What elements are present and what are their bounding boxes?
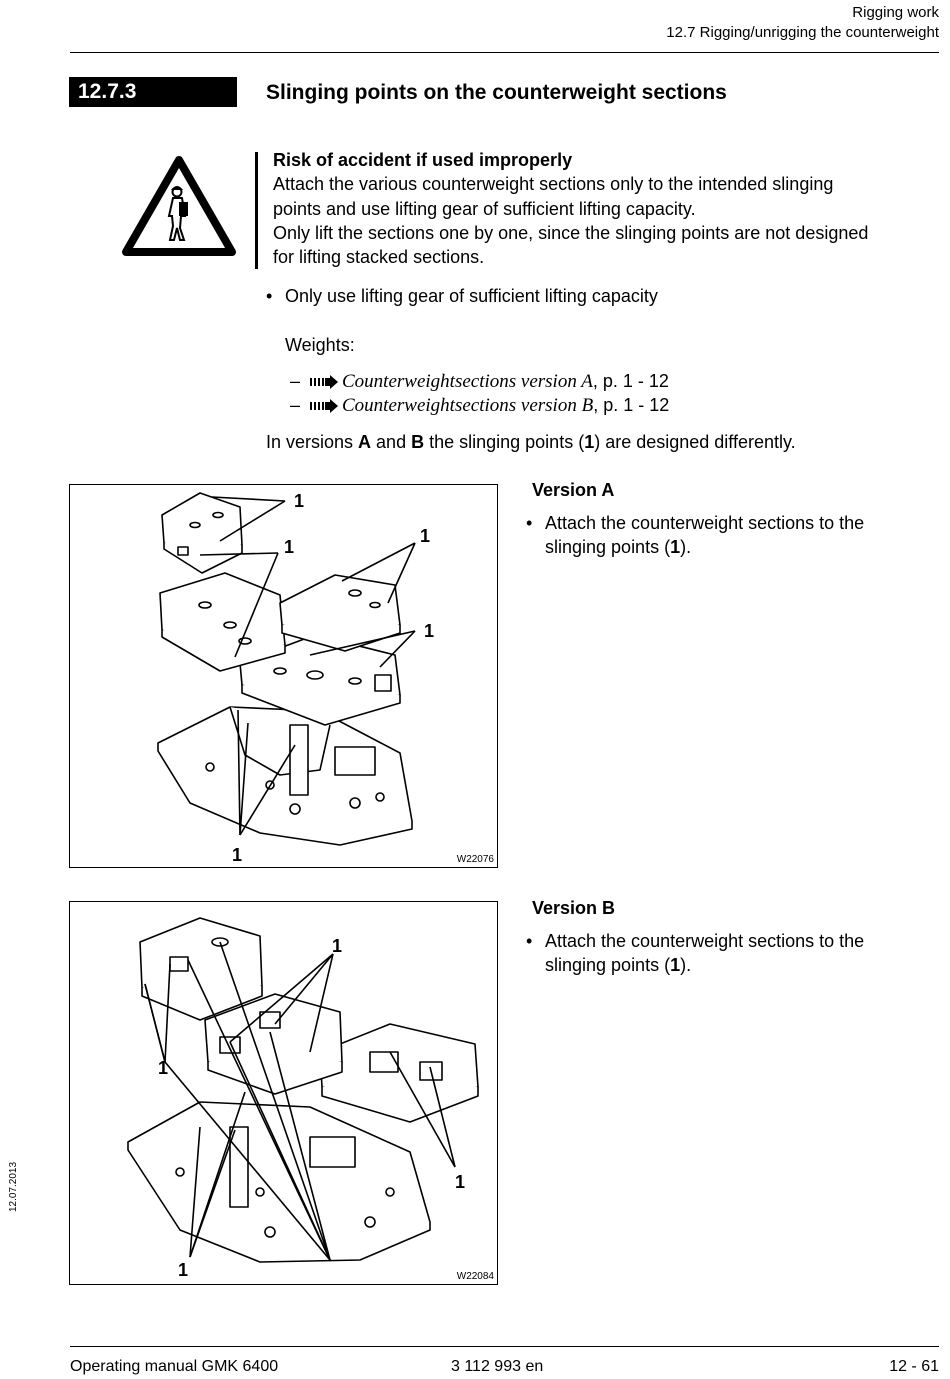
callout-label: 1 — [284, 537, 295, 557]
section-title: Slinging points on the counterweight sections — [266, 81, 727, 104]
callout-label: 1 — [178, 1260, 189, 1280]
header-section: 12.7 Rigging/unrigging the counterweight — [666, 24, 939, 41]
warning-line: Only lift the sections one by one, since the slinging points are not designed — [273, 222, 869, 243]
figure-code: W22076 — [456, 854, 494, 865]
note-version-b: B — [411, 432, 425, 452]
warning-title: Risk of accident if used improperly — [273, 150, 573, 170]
cross-reference-arrow-icon — [310, 371, 342, 395]
versions-note — [266, 430, 796, 454]
note-version-a: A — [358, 432, 372, 452]
version-a-instruction — [526, 511, 926, 560]
danger-warning-person-icon — [120, 154, 238, 258]
cross-reference-arrow-icon — [310, 395, 342, 419]
callout-label: 1 — [232, 845, 243, 865]
version-a-heading: Version A — [532, 480, 615, 500]
instruction-line: slinging points ( — [545, 955, 671, 976]
footer-doc-number: 3 112 993 en — [451, 1358, 544, 1375]
footer-rule — [70, 1346, 939, 1347]
figure-version-a — [69, 484, 498, 868]
note-text: the slinging points ( — [424, 432, 585, 452]
callout-label: 1 — [420, 526, 431, 546]
warning-line: Attach the various counterweight sections only to the intended slinging — [273, 174, 834, 195]
version-b-heading: Version B — [532, 898, 616, 918]
figure-version-b — [69, 901, 498, 1285]
xref-dash: – — [290, 371, 301, 391]
callout-label: 1 — [294, 491, 305, 511]
xref-version-b[interactable] — [290, 393, 669, 419]
instruction-text — [526, 511, 926, 560]
warning-text — [273, 148, 943, 269]
xref-page: , p. 1 - 12 — [593, 395, 670, 415]
header-chapter: Rigging work — [852, 4, 939, 21]
instruction-text: Only use lifting gear of sufficient lifting capacity — [285, 286, 658, 306]
callout-label: 1 — [158, 1058, 169, 1078]
instruction-text — [526, 929, 926, 978]
callout-label: 1 — [455, 1172, 466, 1192]
footer-page-number: 12 - 61 — [889, 1358, 939, 1375]
instruction-line: slinging points ( — [545, 537, 671, 558]
warning-bar — [255, 152, 258, 269]
side-date: 12.07.2013 — [8, 1161, 19, 1212]
note-text: ) are designed differently. — [594, 432, 796, 452]
bullet-dot: • — [526, 931, 533, 951]
instruction-line: Attach the counterweight sections to the — [545, 513, 865, 533]
note-callout: 1 — [584, 432, 595, 452]
xref-page: , p. 1 - 12 — [592, 371, 669, 391]
page-header — [666, 3, 939, 43]
version-b-instruction — [526, 929, 926, 978]
instruction-item — [266, 284, 926, 308]
header-rule — [70, 52, 939, 53]
footer-manual: Operating manual GMK 6400 — [70, 1358, 279, 1375]
bullet-dot: • — [266, 286, 273, 306]
xref-title: Counterweightsections version B — [342, 395, 594, 416]
instruction-callout: 1 — [670, 955, 681, 976]
counterweight-illustration-a — [70, 485, 497, 867]
weights-label: Weights: — [285, 335, 355, 355]
instruction-line: ). — [680, 955, 692, 976]
note-text: and — [371, 432, 412, 452]
xref-dash: – — [290, 395, 301, 415]
counterweight-illustration-b — [70, 902, 497, 1284]
note-text: In versions — [266, 432, 359, 452]
xref-version-a[interactable] — [290, 369, 669, 395]
callout-label: 1 — [424, 621, 435, 641]
instruction-line: Attach the counterweight sections to the — [545, 931, 865, 951]
warning-line: points and use lifting gear of sufficient lifting capacity. — [273, 198, 696, 219]
figure-code: W22084 — [456, 1271, 494, 1282]
instruction-callout: 1 — [670, 537, 681, 558]
warning-line: for lifting stacked sections. — [273, 247, 485, 268]
xref-title: Counterweightsections version A — [342, 371, 593, 392]
instruction-line: ). — [680, 537, 692, 558]
section-number: 12.7.3 — [69, 77, 237, 107]
bullet-dot: • — [526, 513, 533, 533]
callout-label: 1 — [332, 936, 343, 956]
